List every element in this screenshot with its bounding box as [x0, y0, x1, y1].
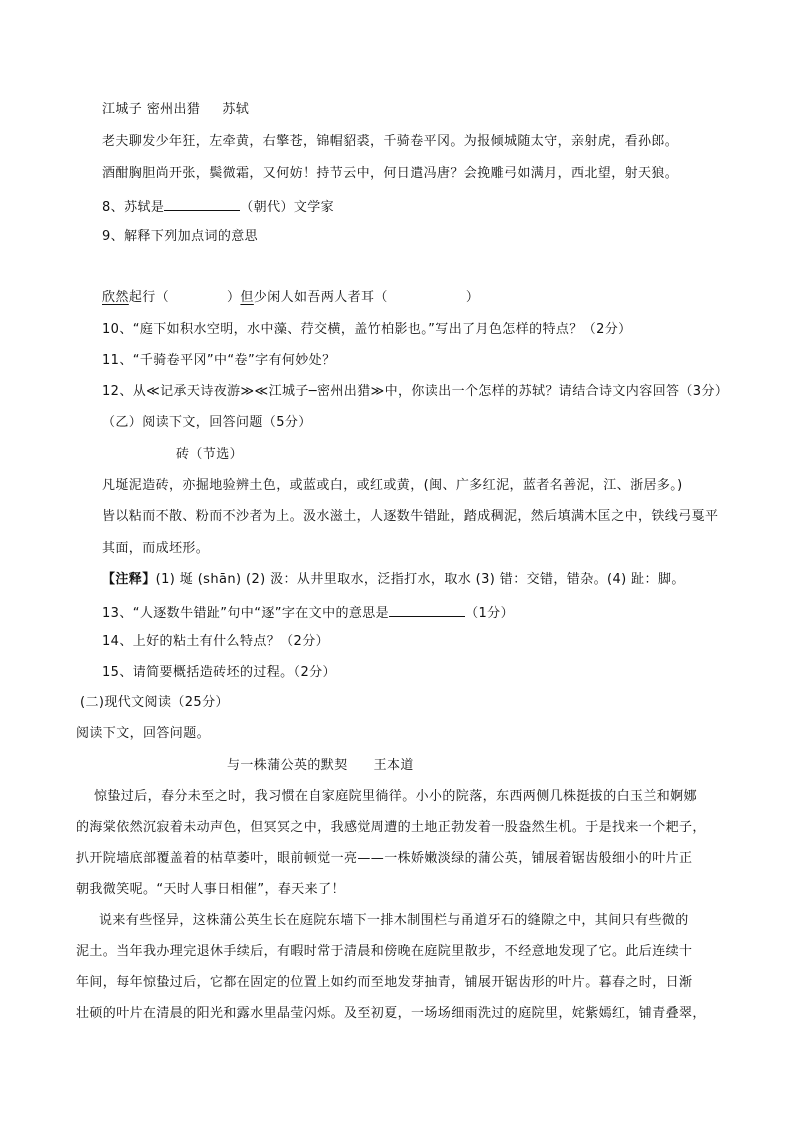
instruction: 阅读下文，回答问题。: [76, 726, 211, 741]
notes-text: (1) 埏 (shān) (2) 汲：从井里取水，泛指打水，取水 (3) 错：交错，错杂。(4) 趾：脚。: [155, 572, 685, 587]
essay-line: 朝我微笑呢。“天时人事日相催”，春天来了！: [76, 882, 345, 897]
section-b-heading: （乙）阅读下文，回答问题（5分）: [102, 415, 312, 430]
paren-close-2: ）: [465, 290, 480, 305]
question-9-items: [102, 289, 479, 307]
question-13-suffix: （1分）: [465, 606, 514, 621]
dotted-word-1: 欣然: [102, 290, 129, 305]
paren-close-1: ）: [227, 290, 241, 305]
essay-line: 年间，每年惊蛰过后，它都在固定的位置上如约而至地发芽抽青，铺展开锯齿形的叶片。暮春之时，日渐: [76, 975, 693, 990]
notes-label: 【注释】: [102, 572, 156, 587]
poem-heading: [102, 101, 249, 119]
essay-author: 王本道: [373, 758, 414, 773]
question-9: 9、解释下列加点词的意思: [102, 229, 259, 244]
brick-notes: [102, 571, 685, 589]
question-8-prefix: 8、苏轼是: [102, 200, 165, 215]
essay-line: 的海棠依然沉寂着未动声色，但冥冥之中，我感觉周遭的土地正勃发着一股盎然生机。于是找来一个耙子，: [76, 820, 706, 835]
question-11: 11、“千骑卷平冈”中“卷”字有何妙处？: [102, 353, 336, 368]
question-8-suffix: （朝代）文学家: [240, 200, 335, 215]
brick-title: 砖（节选）: [176, 447, 244, 462]
question-14: 14、上好的粘土有什么特点？（2分）: [102, 634, 330, 649]
brick-line-1: 凡埏泥造砖，亦掘地验辨土色，或蓝或白，或红或黄，(闽、广多红泥，蓝者名善泥，江、浙居多。): [102, 478, 683, 493]
essay-line: 扒开院墙底部覆盖着的枯草萎叶，眼前顿觉一亮——一株娇嫩淡绿的蒲公英，铺展着锯齿般细小的叶片正: [76, 851, 693, 866]
poem-author: 苏轼: [222, 102, 250, 117]
question-9-item-1: 起行（: [128, 290, 170, 305]
answer-blank-8[interactable]: [164, 196, 240, 211]
poem-line-1: 老夫聊发少年狂，左牵黄，右擎苍，锦帽貂裘，千骑卷平冈。为报倾城随太守，亲射虎，看孙郎。: [102, 134, 679, 149]
question-12: 12、从≪记承天诗夜游≫≪江城子─密州出猎≫中，你读出一个怎样的苏轼？请结合诗文内容回答（3分）: [102, 384, 729, 399]
essay-title: 与一株蒲公英的默契: [227, 758, 348, 773]
poem-line-2: 酒酣胸胆尚开张，鬓微霜，又何妨！持节云中，何日遣冯唐？会挽雕弓如满月，西北望，射天狼。: [102, 166, 679, 181]
essay-heading: [227, 757, 414, 775]
dotted-word-2: 但: [240, 290, 254, 305]
question-15: 15、请简要概括造砖坯的过程。（2分）: [102, 665, 336, 680]
essay-line: 壮硕的叶片在清晨的阳光和露水里晶莹闪烁。及至初夏，一场场细雨洗过的庭院里，姹紫嫣红，铺青叠翠，: [76, 1006, 706, 1021]
brick-line-2: 皆以粘而不散、粉而不沙者为上。汲水滋土，人逐数牛错趾，踏成稠泥，然后填满木匡之中，铁线弓戛平: [102, 509, 719, 524]
question-10: 10、“庭下如积水空明，水中藻、荇交横，盖竹柏影也。”写出了月色怎样的特点？（2分）: [102, 322, 632, 337]
question-9-item-2: 少闲人如吾两人者耳（: [253, 290, 388, 305]
question-13: [102, 602, 514, 623]
essay-line: 惊蛰过后，春分未至之时，我习惯在自家庭院里徜徉。小小的院落，东西两侧几株挺拔的白玉兰和婀娜: [94, 789, 698, 804]
section-2-heading: (二)现代文阅读（25分）: [80, 695, 229, 710]
question-8: [102, 196, 334, 217]
essay-line: 说来有些怪异，这株蒲公英生长在庭院东墙下一排木制围栏与甬道牙石的缝隙之中，其间只有些微的: [99, 913, 689, 928]
question-13-prefix: 13、“人逐数牛错趾”句中“逐”字在文中的意思是: [102, 606, 390, 621]
brick-line-3: 其面，而成坯形。: [102, 541, 210, 556]
answer-blank-13[interactable]: [389, 602, 465, 617]
essay-line: 泥土。当年我办理完退休手续后，有暇时常于清晨和傍晚在庭院里散步，不经意地发现了它。此后连续十: [76, 944, 693, 959]
poem-title: 江城子 密州出猎: [102, 102, 201, 117]
